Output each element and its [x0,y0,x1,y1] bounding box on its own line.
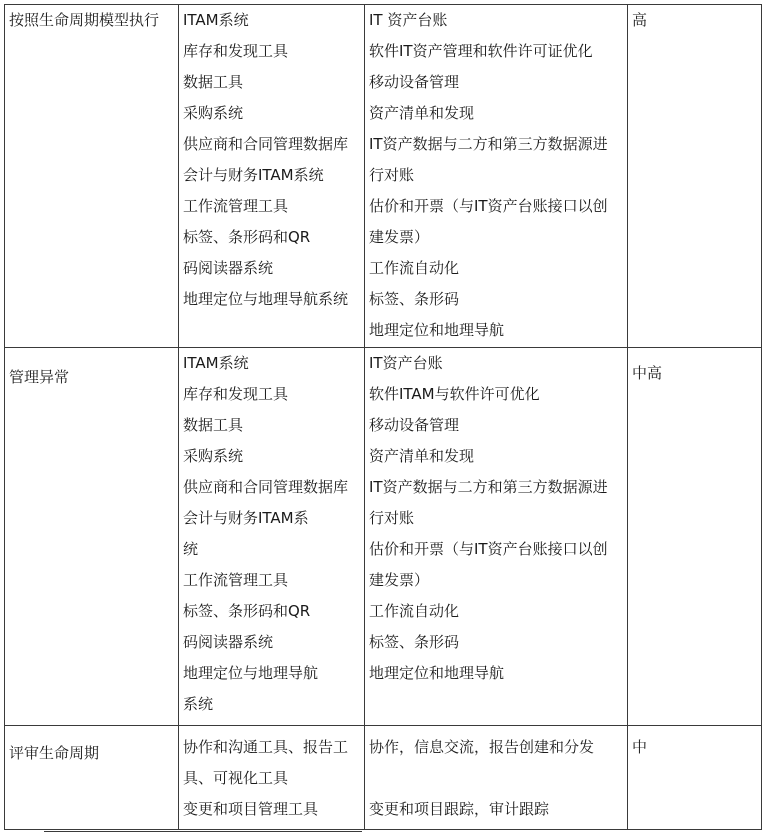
tool-item: 工作流管理工具 [183,197,289,215]
tools-cell [179,5,365,348]
tool-item: 采购系统 [183,447,244,465]
tool-item: 标签、条形码和QR [183,602,311,620]
capability-item [369,763,623,794]
capability-item: IT资产数据与二方和第三方数据源进 [369,135,608,153]
tool-item: 供应商和合同管理数据库 [183,478,349,496]
activity-cell [5,348,179,726]
tool-item: 标签、条形码和QR [183,228,311,246]
tool-item: 会计与财务ITAM系统 [183,166,324,184]
capability-item: 变更和项目跟踪，审计跟踪 [369,800,550,818]
priority-cell [628,348,762,726]
capability-item: 估价和开票（与IT资产台账接口以创 [369,197,608,215]
table-row [5,726,762,830]
capability-item: 资产清单和发现 [369,104,475,122]
tools-cell [179,726,365,830]
tool-item: 地理定位与地理导航系统 [183,290,349,308]
tool-item: 码阅读器系统 [183,259,274,277]
tool-item: 数据工具 [183,416,244,434]
priority-text: 高 [632,11,648,29]
priority-text: 中高 [632,364,663,382]
tool-item: 采购系统 [183,104,244,122]
tool-item: 协作和沟通工具、报告工 [183,738,349,756]
capability-item: IT 资产台账 [369,11,448,29]
capability-item: 资产清单和发现 [369,447,475,465]
activity-text: 管理异常 [9,368,70,386]
tool-item: ITAM系统 [183,11,249,29]
table-row [5,5,762,348]
capability-item: 建发票） [369,571,430,589]
capability-item: 行对账 [369,166,415,184]
capability-item: 移动设备管理 [369,73,460,91]
capability-item: 软件ITAM与软件许可优化 [369,385,540,403]
capability-item: 地理定位和地理导航 [369,664,505,682]
activity-cell [5,5,179,348]
capability-item: IT资产台账 [369,354,443,372]
capability-item: 标签、条形码 [369,290,460,308]
priority-cell [628,726,762,830]
tool-item: 具、可视化工具 [183,769,289,787]
tool-item: 统 [183,540,199,558]
tool-item: 库存和发现工具 [183,385,289,403]
capability-item: 估价和开票（与IT资产台账接口以创 [369,540,608,558]
capability-item: 标签、条形码 [369,633,460,651]
capability-item: 地理定位和地理导航 [369,321,505,339]
priority-text: 中 [632,738,648,756]
itam-lifecycle-table [4,4,762,830]
tool-item: 数据工具 [183,73,244,91]
priority-cell [628,5,762,348]
capabilities-cell [365,5,628,348]
tool-item: 供应商和合同管理数据库 [183,135,349,153]
tool-item: 工作流管理工具 [183,571,289,589]
capability-item: 软件IT资产管理和软件许可证优化 [369,42,593,60]
tool-item: 码阅读器系统 [183,633,274,651]
capability-item: 移动设备管理 [369,416,460,434]
tool-item: 系统 [183,695,214,713]
tools-cell [179,348,365,726]
capability-item: 工作流自动化 [369,602,460,620]
activity-cell [5,726,179,830]
tool-item: 地理定位与地理导航 [183,664,319,682]
table-row [5,348,762,726]
capabilities-cell [365,726,628,830]
activity-text: 评审生命周期 [9,744,100,762]
tool-item: 会计与财务ITAM系 [183,509,309,527]
capability-item: IT资产数据与二方和第三方数据源进 [369,478,608,496]
tool-item: 变更和项目管理工具 [183,800,319,818]
capability-item: 行对账 [369,509,415,527]
capability-item: 建发票） [369,228,430,246]
tool-item: 库存和发现工具 [183,42,289,60]
tool-item: ITAM系统 [183,354,249,372]
activity-text: 按照生命周期模型执行 [9,11,160,29]
capabilities-cell [365,348,628,726]
footnote-rule [44,831,362,832]
capability-item: 协作，信息交流，报告创建和分发 [369,738,595,756]
capability-item: 工作流自动化 [369,259,460,277]
